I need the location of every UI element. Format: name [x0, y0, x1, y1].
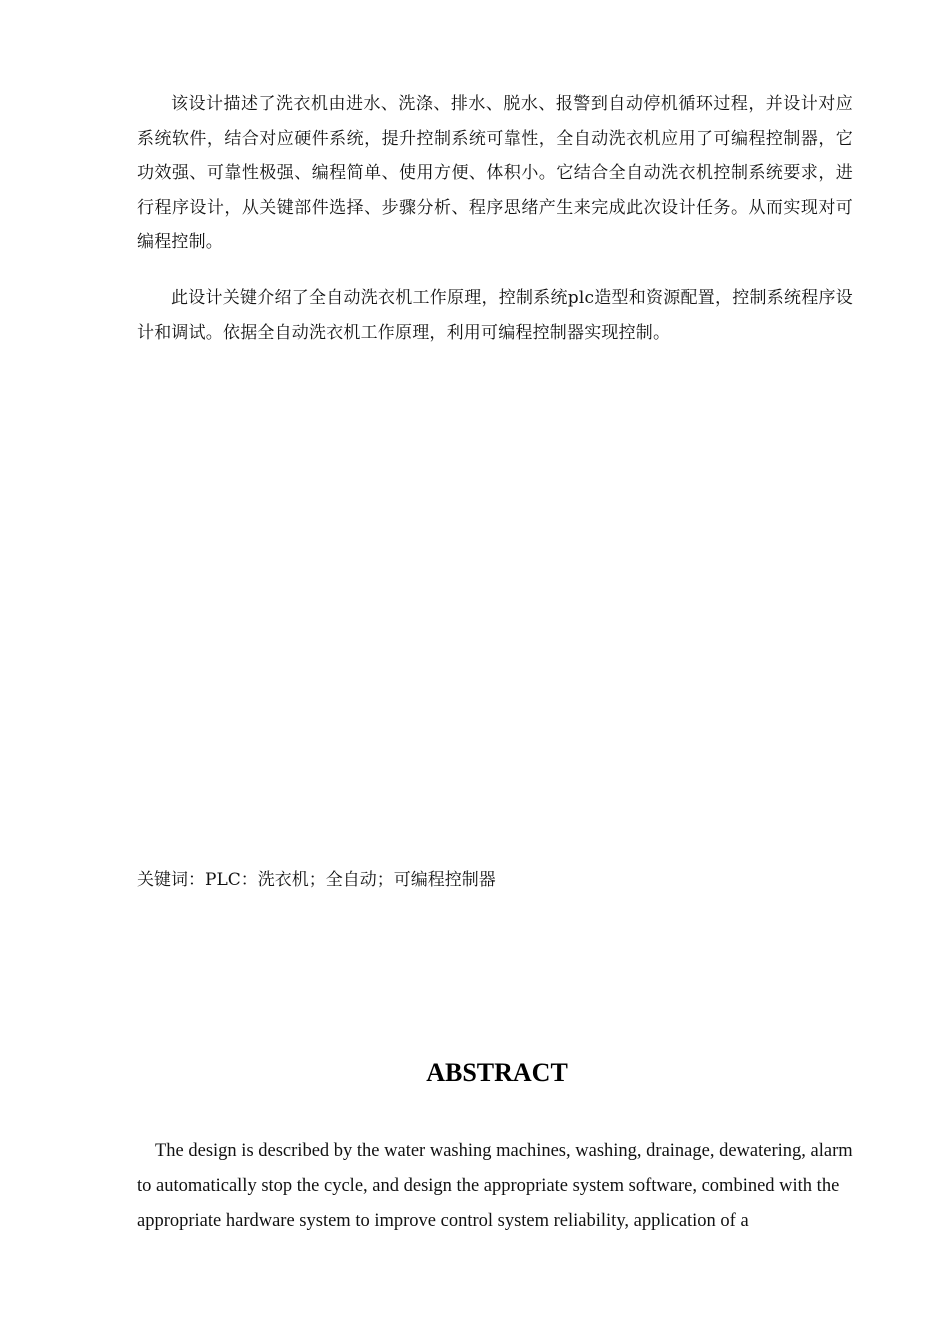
- keywords-label: 关键词：: [137, 870, 205, 890]
- abstract-heading: ABSTRACT: [426, 1058, 568, 1087]
- chinese-abstract-paragraph-2: 此设计关键介绍了全自动洗衣机工作原理，控制系统plc造型和资源配置，控制系统程序设计和调试。依据全自动洗衣机工作原理，利用可编程控制器实现控制。: [137, 288, 853, 343]
- english-abstract-paragraph-1: The design is described by the water washing machines, washing, drainage, dewatering, alarm to automatically stop the cycle, and design the appropriate system software, combined with the appropriate hardware system to improve control system reliability, application of a: [137, 1141, 853, 1231]
- keywords-value: PLC：洗衣机；全自动；可编程控制器: [205, 870, 496, 890]
- chinese-abstract-paragraph-1: 该设计描述了洗衣机由进水、洗涤、排水、脱水、报警到自动停机循环过程，并设计对应系统软件，结合对应硬件系统，提升控制系统可靠性，全自动洗衣机应用了可编程控制器，它功效强、可靠性极强、编程简单、使用方便、体积小。它结合全自动洗衣机控制系统要求，进行程序设计，从关键部件选择、步骤分析、程序思绪产生来完成此次设计任务。从而实现对可编程控制。: [137, 94, 853, 252]
- keywords-line: [137, 865, 853, 895]
